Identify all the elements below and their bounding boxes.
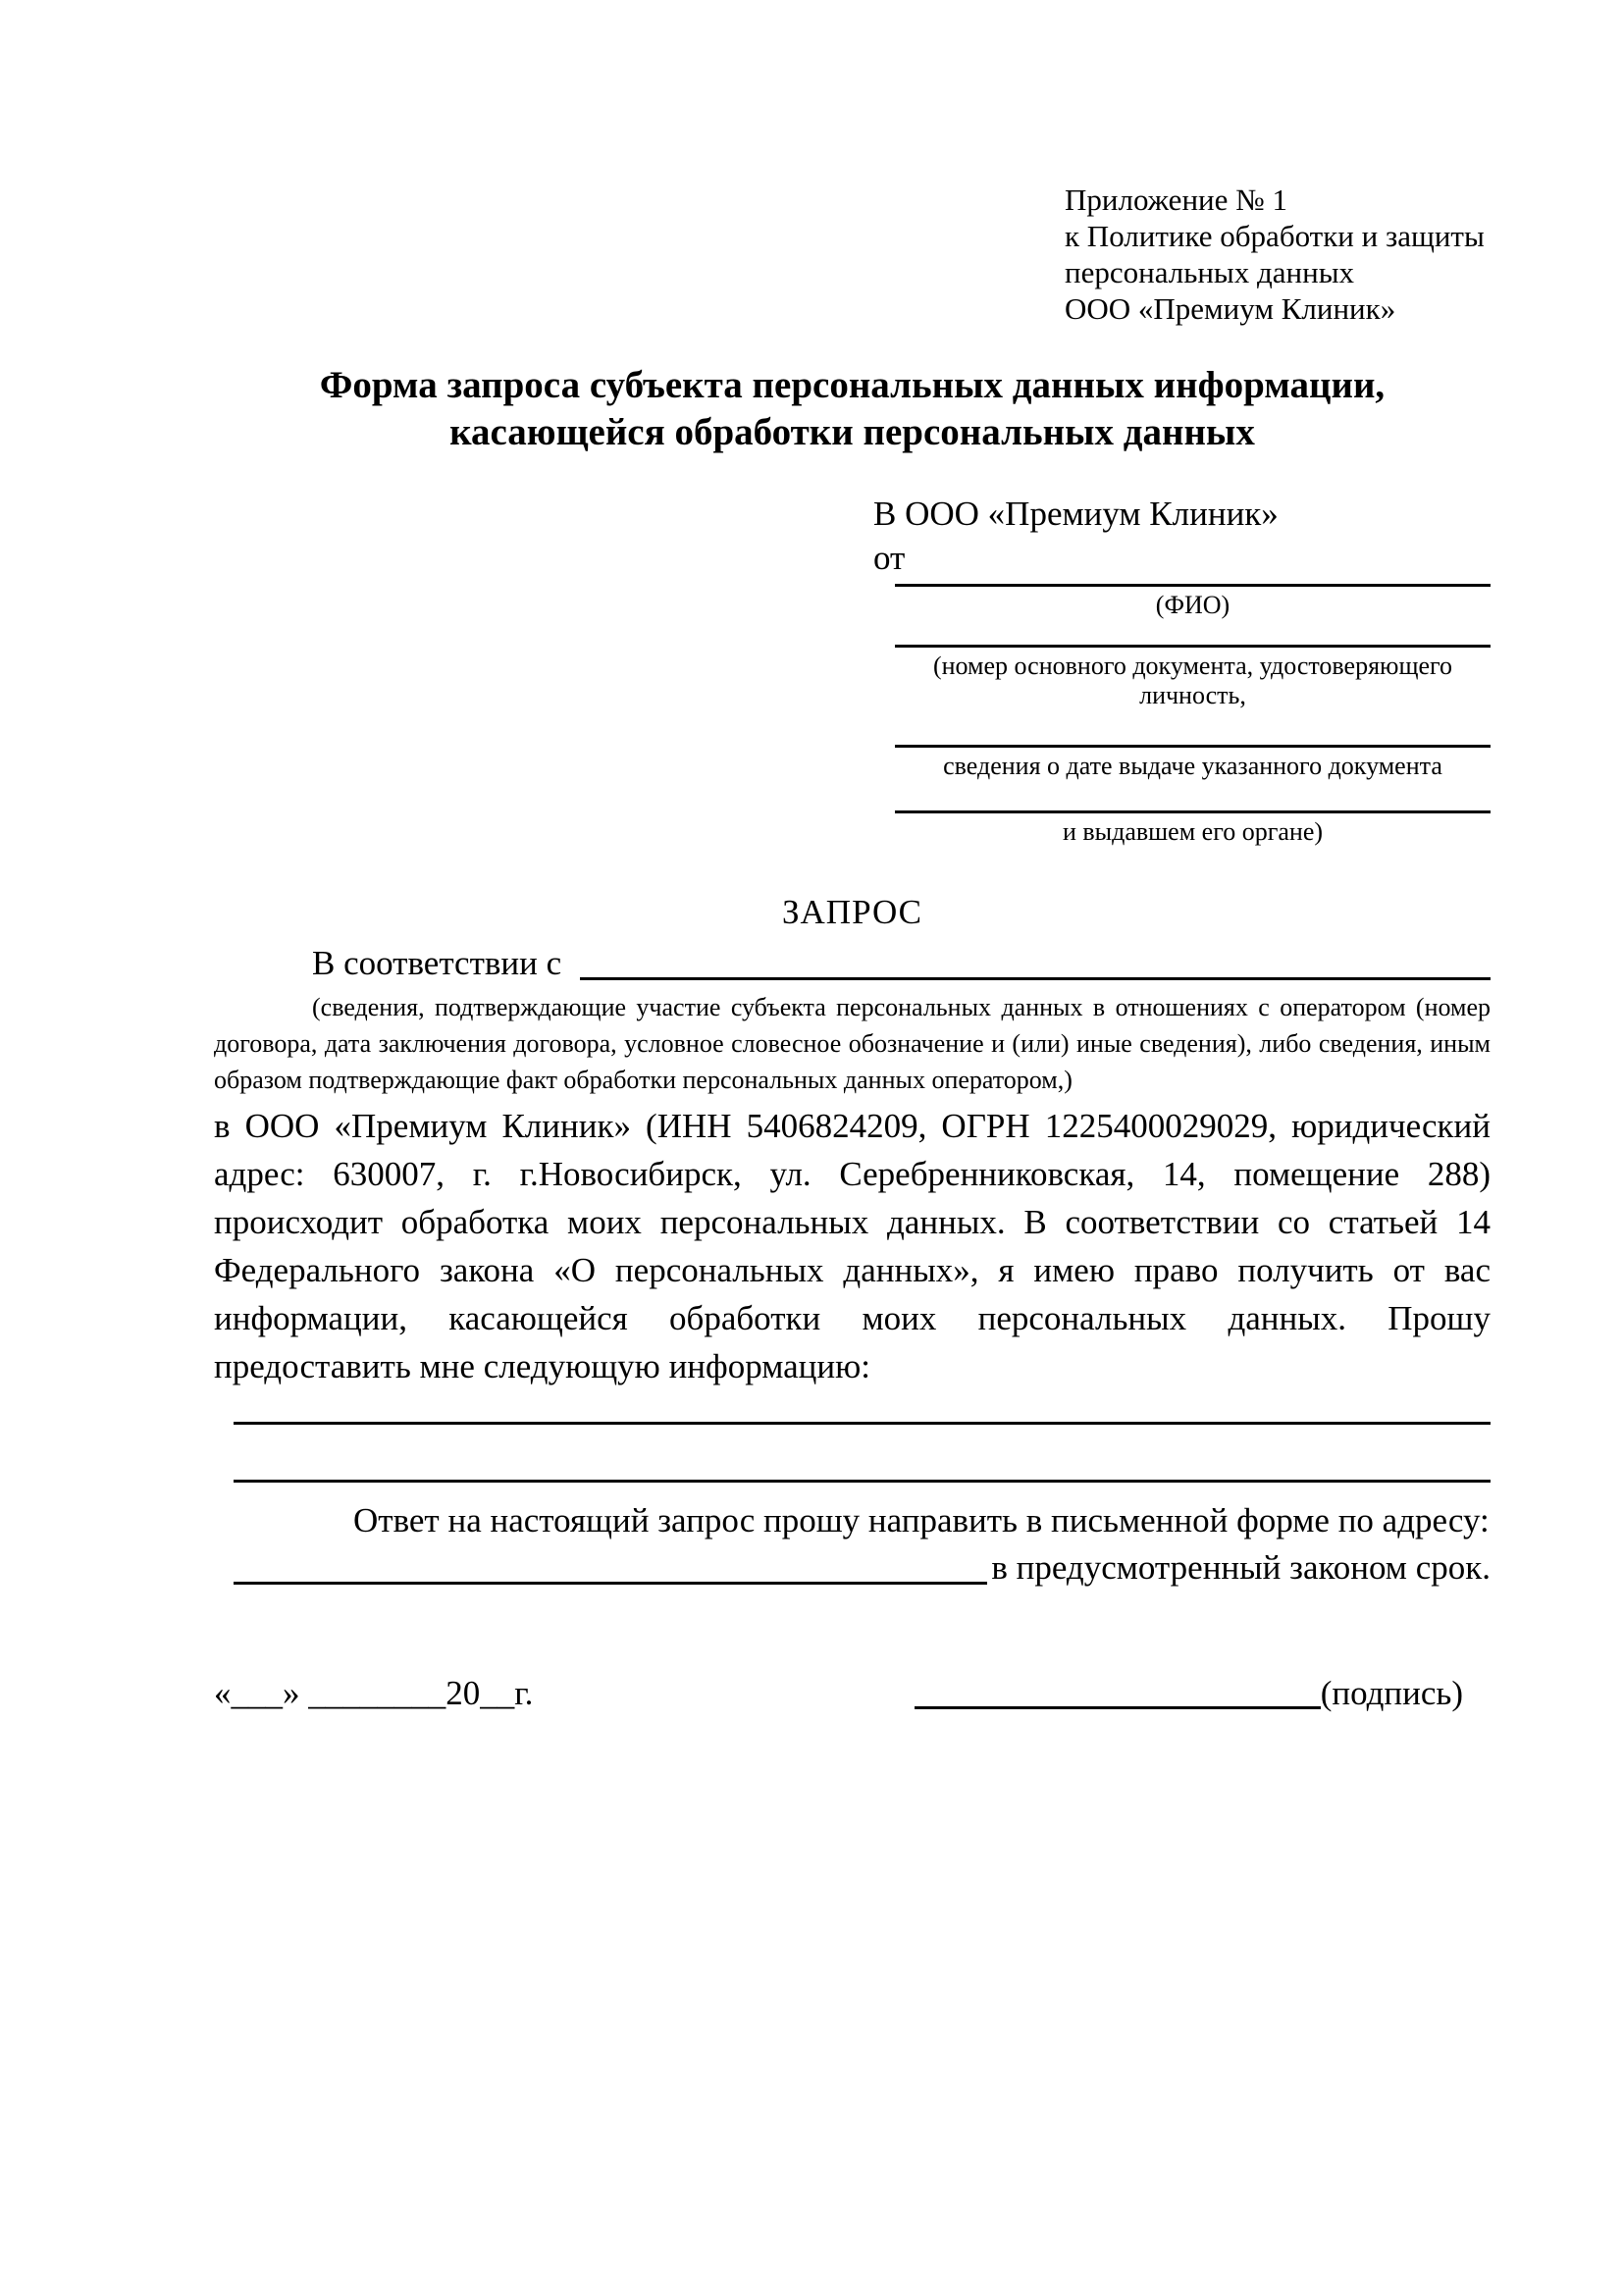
fio-fill-line (895, 584, 1491, 587)
date-signature-row (214, 1671, 1491, 1715)
id-doc-caption: (номер основного документа, удостоверяющего личность, (932, 652, 1453, 709)
fio-caption: (ФИО) (1155, 591, 1230, 619)
appendix-note-line: персональных данных (1065, 255, 1355, 289)
basis-caption: (сведения, подтверждающие участие субъекта персональных данных в отношениях с оператором (номер договора, дата заключения договора, условное словесное обозначение и (или) иные сведения), либо сведения, иным образом подтверждающие факт обработки персональных данных оператором,) (214, 993, 1491, 1094)
document-title (214, 362, 1491, 456)
appendix-note (1065, 182, 1491, 327)
signature-caption: (подпись) (1320, 1674, 1463, 1712)
addressee-to: В ООО «Премиум Клиник» (873, 495, 1279, 533)
addressee-block (873, 492, 1491, 847)
issuer-caption: и выдавшем его органе) (1062, 817, 1324, 846)
request-body: в ООО «Премиум Клиник» (ИНН 5406824209, ОГРН 1225400029029, юридический адрес: 630007, г. г.Новосибирск, ул. Серебренниковская, 14, помещение 288) происходит обработка моих персональных данных. В соответствии со статьей 14 Федерального закона «О персональных данных», я имею право получить от вас информации, касающейся обработки моих персональных данных. Прошу предоставить мне следующую информацию: (214, 1107, 1491, 1385)
info-fill-line-1 (234, 1422, 1491, 1425)
issuer-fill-line (895, 810, 1491, 813)
document-title-line2: касающейся обработки персональных данных (449, 411, 1255, 453)
info-fill-line-2 (234, 1480, 1491, 1483)
appendix-note-line: Приложение № 1 (1065, 183, 1287, 217)
signature-fill-line (915, 1706, 1321, 1709)
basis-label: В соответствии с (312, 944, 570, 982)
basis-fill-line (580, 977, 1491, 980)
basis-row (214, 941, 1491, 985)
reply-sentence: Ответ на настоящий запрос прошу направить в письменной форме по адресу: (353, 1501, 1490, 1539)
id-doc-fill-line (895, 645, 1491, 648)
issue-date-fill-line (895, 745, 1491, 748)
address-fill-line (234, 1582, 987, 1585)
reply-deadline: в предусмотренный законом срок. (991, 1548, 1491, 1587)
appendix-note-line: к Политике обработки и защиты (1065, 219, 1485, 253)
document-title-line1: Форма запроса субъекта персональных данных информации, (319, 364, 1386, 406)
request-heading: ЗАПРОС (781, 893, 923, 931)
appendix-note-line: ООО «Премиум Клиник» (1065, 291, 1396, 326)
signature-group (915, 1671, 1463, 1715)
date-blank: «___» ________20__г. (214, 1674, 534, 1712)
addressee-from-label: от (873, 539, 906, 577)
reply-address-row (214, 1544, 1491, 1591)
issue-date-caption: сведения о дате выдаче указанного документа (943, 752, 1442, 780)
